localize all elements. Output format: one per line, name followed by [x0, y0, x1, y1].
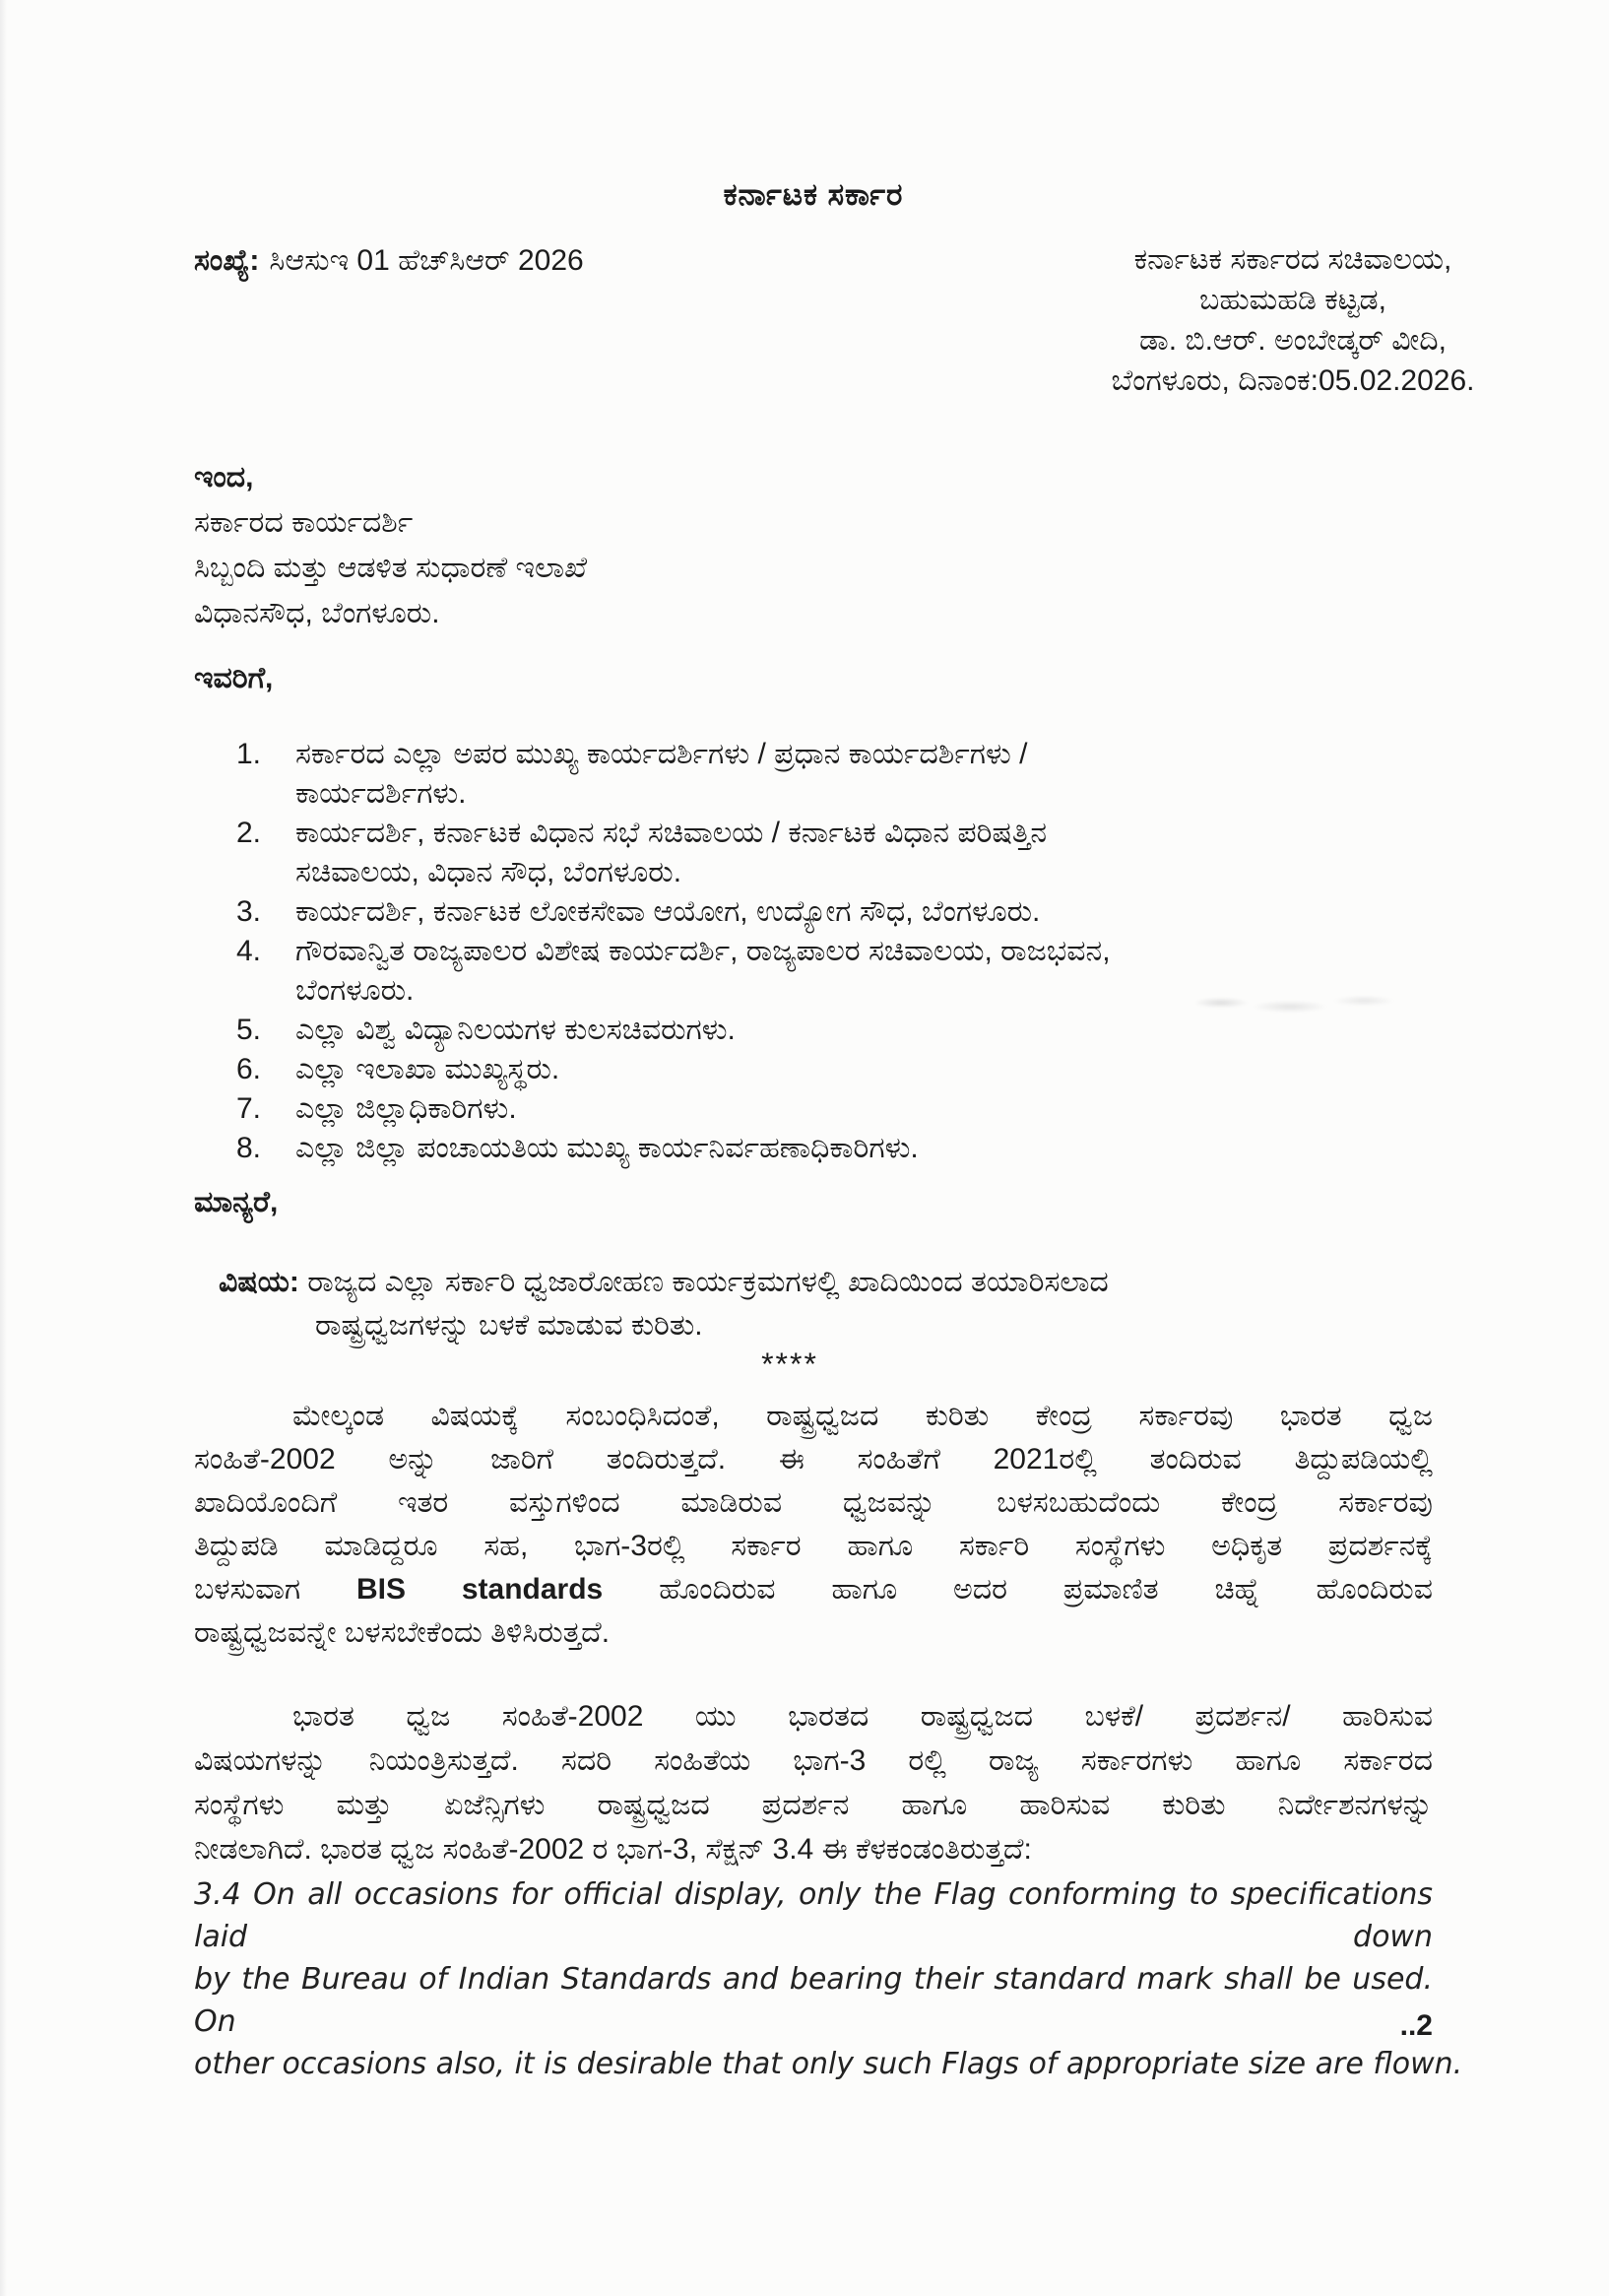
flag-code-quote [194, 1873, 1463, 2085]
list-item-text [295, 735, 1477, 814]
list-item [236, 735, 1477, 814]
page-number: ..2 [1399, 2009, 1433, 2042]
from-line: ಸಿಬ್ಬಂದಿ ಮತ್ತು ಆಡಳಿತ ಸುಧಾರಣೆ ಇಲಾಖೆ [194, 552, 588, 584]
reference-number-value: ಸಿಆಸುಇ 01 ಹೆಚ್‌ಸಿಆರ್ 2026 [269, 244, 584, 277]
list-item-number: 7. [236, 1092, 262, 1125]
list-item-text [295, 1089, 1477, 1129]
para2-line: ಭಾರತ ಧ್ವಜ ಸಂಹಿತೆ-2002 ಯು ಭಾರತದ ರಾಷ್ಟ್ರಧ್ವಜದ ಬಳಕೆ/ ಪ್ರದರ್ಶನ/ ಹಾರಿಸುವ [292, 1700, 1433, 1733]
list-item-line: ಎಲ್ಲಾ ಜಿಲ್ಲಾಧಿಕಾರಿಗಳು. [295, 1092, 517, 1125]
list-item-number: 6. [236, 1053, 262, 1085]
subject-label: ವಿಷಯ: [219, 1266, 299, 1298]
list-item [236, 892, 1477, 932]
subject-block [219, 1261, 1445, 1381]
subject-separator: **** [761, 1346, 818, 1382]
salutation: ಮಾನ್ಯರೆ, [194, 1186, 279, 1218]
address-block [1032, 239, 1554, 401]
para2-line: ನೀಡಲಾಗಿದೆ. ಭಾರತ ಧ್ವಜ ಸಂಹಿತೆ-2002 ರ ಭಾಗ-3, ಸೆಕ್ಷನ್ 3.4 ಈ ಕೆಳಕಂಡಂತಿರುತ್ತದೆ: [194, 1833, 1032, 1866]
para1-line: ಖಾದಿಯೊಂದಿಗೆ ಇತರ ವಸ್ತುಗಳಿಂದ ಮಾಡಿರುವ ಧ್ವಜವನ್ನು ಬಳಸಬಹುದೆಂದು ಕೇಂದ್ರ ಸರ್ಕಾರವು [194, 1486, 1433, 1519]
subject-line-2: ರಾಷ್ಟ್ರಧ್ವಜಗಳನ್ನು ಬಳಕೆ ಮಾಡುವ ಕುರಿತು. [315, 1309, 703, 1342]
list-item-line: ಸಚಿವಾಲಯ, ವಿಧಾನ ಸೌಧ, ಬೆಂಗಳೂರು. [295, 856, 682, 888]
list-item-line: ಕಾರ್ಯದರ್ಶಿ, ಕರ್ನಾಟಕ ಲೋಕಸೇವಾ ಆಯೋಗ, ಉದ್ಯೋಗ ಸೌಧ, ಬೆಂಗಳೂರು. [295, 895, 1041, 928]
list-item-text [295, 892, 1477, 932]
list-item [236, 1089, 1477, 1129]
list-item-line: ಸರ್ಕಾರದ ಎಲ್ಲಾ ಅಪರ ಮುಖ್ಯ ಕಾರ್ಯದರ್ಶಿಗಳು / ಪ್ರಧಾನ ಕಾರ್ಯದರ್ಶಿಗಳು / [295, 738, 1028, 770]
para1-line5-post: ಹೊಂದಿರುವ ಹಾಗೂ ಅದರ ಪ್ರಮಾಣಿತ ಚಿಹ್ನೆ ಹೊಂದಿರುವ [603, 1573, 1433, 1606]
list-item-line: ಎಲ್ಲಾ ವಿಶ್ವ ವಿದ್ಯಾನಿಲಯಗಳ ಕುಲಸಚಿವರುಗಳು. [295, 1014, 736, 1046]
list-item-line: ಬೆಂಗಳೂರು. [295, 974, 415, 1007]
list-item-number: 5. [236, 1014, 262, 1046]
para1-line: ಸಂಹಿತೆ-2002 ಅನ್ನು ಜಾರಿಗೆ ತಂದಿರುತ್ತದೆ. ಈ ಸಂಹಿತೆಗೆ 2021ರಲ್ಲಿ ತಂದಿರುವ ತಿದ್ದುಪಡಿಯಲ್ಲಿ [194, 1443, 1433, 1476]
to-heading: ಇವರಿಗೆ, [194, 662, 274, 694]
reference-number-label: ಸಂಖ್ಯೆ: [194, 244, 260, 277]
list-item-number: 3. [236, 895, 262, 928]
quote-line: 3.4 On all occasions for official display, only the Flag conforming to specifications laid down [194, 1877, 1433, 1954]
para1-line [194, 1568, 1433, 1611]
paragraph-1 [194, 1395, 1433, 1655]
list-item-line: ಕಾರ್ಯದರ್ಶಿಗಳು. [295, 777, 467, 810]
list-item-text [295, 814, 1477, 892]
paragraph-2 [194, 1694, 1433, 1871]
list-item-number: 1. [236, 738, 262, 770]
list-item-text [295, 1129, 1477, 1168]
para1-line: ತಿದ್ದುಪಡಿ ಮಾಡಿದ್ದರೂ ಸಹ, ಭಾಗ-3ರಲ್ಲಿ ಸರ್ಕಾರ ಹಾಗೂ ಸರ್ಕಾರಿ ಸಂಸ್ಥೆಗಳು ಅಧಿಕೃತ ಪ್ರದರ್ಶನಕ್ಕೆ [194, 1530, 1433, 1562]
list-item [236, 814, 1477, 892]
reference-number-line [194, 244, 584, 278]
scan-smudge [1196, 987, 1418, 1022]
list-item-number: 2. [236, 817, 262, 849]
para1-line5-bold: BIS standards [356, 1573, 604, 1606]
list-item-line: ಎಲ್ಲಾ ಇಲಾಖಾ ಮುಖ್ಯಸ್ಥರು. [295, 1053, 560, 1085]
quote-line: by the Bureau of Indian Standards and bearing their standard mark shall be used. On [194, 1962, 1433, 2039]
list-item-text [295, 1050, 1477, 1089]
letter-title: ಕರ್ನಾಟಕ ಸರ್ಕಾರ [723, 177, 904, 212]
scan-edge-shadow [0, 0, 7, 2296]
from-line: ಸರ್ಕಾರದ ಕಾರ್ಯದರ್ಶಿ [194, 506, 414, 539]
address-line: ಡಾ. ಬಿ.ಆರ್. ಅಂಬೇಡ್ಕರ್ ವೀದಿ, [1139, 324, 1447, 357]
subject-line-1 [219, 1261, 1445, 1304]
from-line: ವಿಧಾನಸೌಧ, ಬೆಂಗಳೂರು. [194, 597, 440, 629]
address-line: ಕರ್ನಾಟಕ ಸರ್ಕಾರದ ಸಚಿವಾಲಯ, [1133, 243, 1452, 276]
para1-line: ಮೇಲ್ಕಂಡ ವಿಷಯಕ್ಕೆ ಸಂಬಂಧಿಸಿದಂತೆ, ರಾಷ್ಟ್ರಧ್ವಜದ ಕುರಿತು ಕೇಂದ್ರ ಸರ್ಕಾರವು ಭಾರತ ಧ್ವಜ [292, 1400, 1433, 1432]
list-item-number: 4. [236, 935, 262, 967]
subject-text: ರಾಜ್ಯದ ಎಲ್ಲಾ ಸರ್ಕಾರಿ ಧ್ವಜಾರೋಹಣ ಕಾರ್ಯಕ್ರಮಗಳಲ್ಲಿ ಖಾದಿಯಿಂದ ತಯಾರಿಸಲಾದ [307, 1266, 1109, 1298]
para2-line: ವಿಷಯಗಳನ್ನು ನಿಯಂತ್ರಿಸುತ್ತದೆ. ಸದರಿ ಸಂಹಿತೆಯ ಭಾಗ-3 ರಲ್ಲಿ ರಾಜ್ಯ ಸರ್ಕಾರಗಳು ಹಾಗೂ ಸರ್ಕಾರದ [194, 1744, 1433, 1777]
list-item [236, 1129, 1477, 1168]
distribution-list [236, 735, 1477, 1168]
quote-line: other occasions also, it is desirable that only such Flags of appropriate size are flown. [194, 2047, 1463, 2081]
address-line: ಬೆಂಗಳೂರು, ದಿನಾಂಕ:05.02.2026. [1111, 364, 1475, 397]
para1-line: ರಾಷ್ಟ್ರಧ್ವಜವನ್ನೇ ಬಳಸಬೇಕೆಂದು ತಿಳಿಸಿರುತ್ತದೆ. [194, 1616, 611, 1649]
from-heading: ಇಂದ, [194, 461, 254, 493]
list-item-line: ಎಲ್ಲಾ ಜಿಲ್ಲಾ ಪಂಚಾಯತಿಯ ಮುಖ್ಯ ಕಾರ್ಯನಿರ್ವಹಣಾಧಿಕಾರಿಗಳು. [295, 1132, 919, 1164]
list-item-line: ಗೌರವಾನ್ವಿತ ರಾಜ್ಯಪಾಲರ ವಿಶೇಷ ಕಾರ್ಯದರ್ಶಿ, ರಾಜ್ಯಪಾಲರ ಸಚಿವಾಲಯ, ರಾಜಭವನ, [295, 935, 1111, 967]
para1-line5-pre: ಬಳಸುವಾಗ [194, 1573, 356, 1606]
list-item-number: 8. [236, 1132, 262, 1164]
list-item-line: ಕಾರ್ಯದರ್ಶಿ, ಕರ್ನಾಟಕ ವಿಧಾನ ಸಭೆ ಸಚಿವಾಲಯ / ಕರ್ನಾಟಕ ವಿಧಾನ ಪರಿಷತ್ತಿನ [295, 817, 1047, 849]
para2-line: ಸಂಸ್ಥೆಗಳು ಮತ್ತು ಏಜೆನ್ಸಿಗಳು ರಾಷ್ಟ್ರಧ್ವಜದ ಪ್ರದರ್ಶನ ಹಾಗೂ ಹಾರಿಸುವ ಕುರಿತು ನಿರ್ದೇಶನಗಳನ್ನು [194, 1789, 1433, 1821]
address-line: ಬಹುಮಹಡಿ ಕಟ್ಟಡ, [1199, 284, 1386, 316]
from-block [194, 455, 587, 636]
list-item [236, 1050, 1477, 1089]
